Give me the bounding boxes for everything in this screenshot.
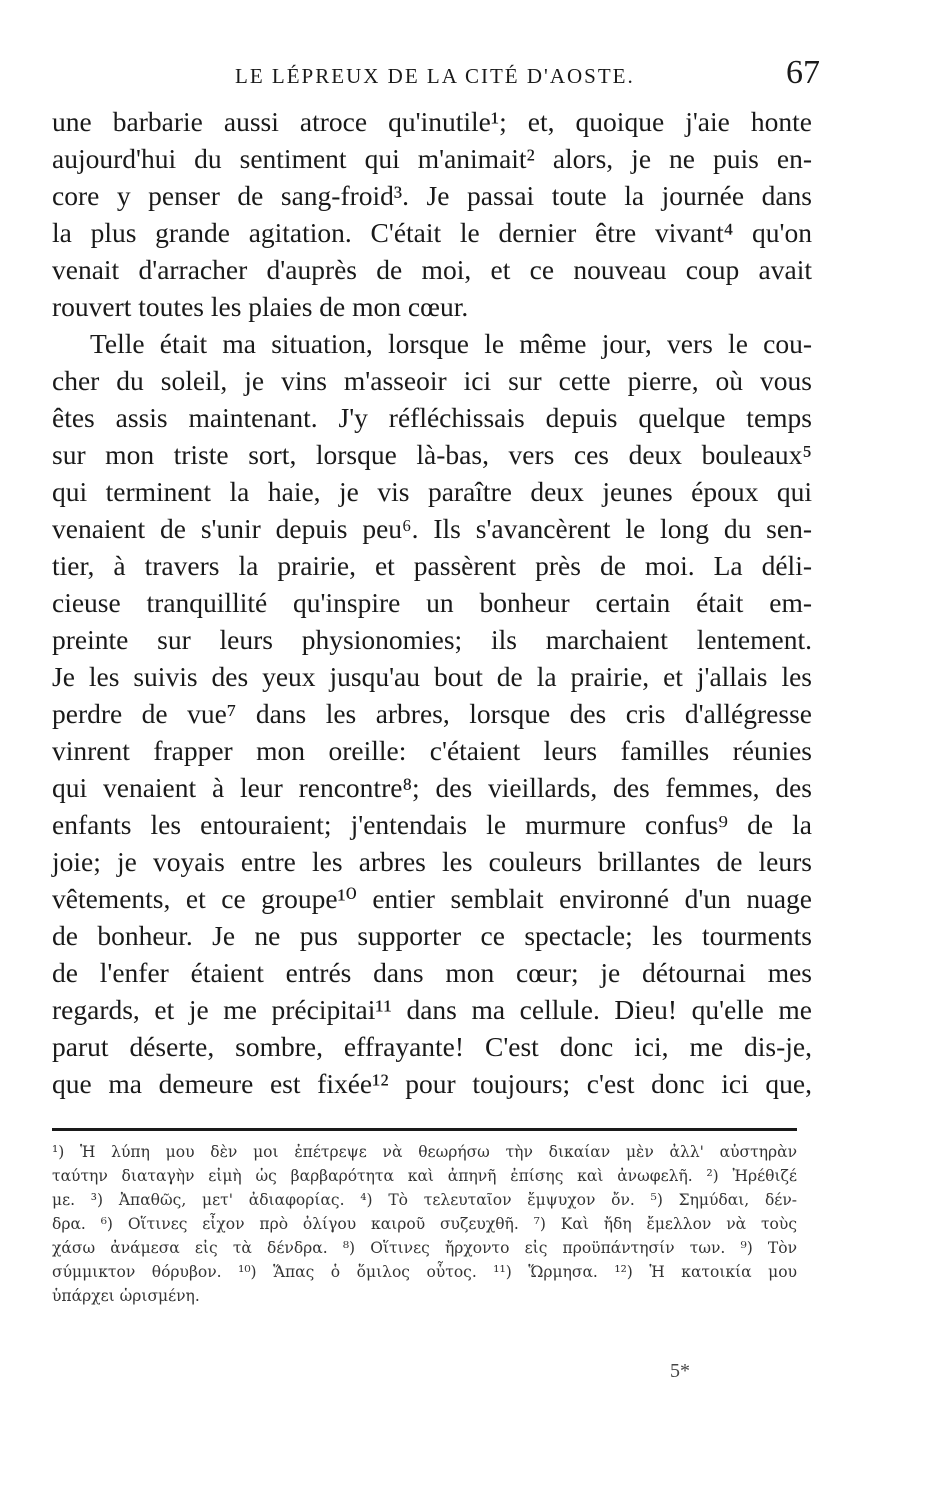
footnote-line: με. ³) Ἀπαθῶς, μετ' ἀδιαφορίας. ⁴) Τὸ τελευταῖον ἔμψυχον ὄν. ⁵) Σημύδαι, δέν-	[52, 1191, 797, 1209]
page-number: 67	[786, 54, 820, 91]
footnote-line: σύμμικτον θόρυβον. ¹⁰) Ἅπας ὁ ὅμιλος οὗτος. ¹¹) Ὥρμησα. ¹²) Ἡ κατοικία μου	[52, 1263, 797, 1281]
text-line: de l'enfer étaient entrés dans mon cœur; je détournai mes	[52, 957, 812, 988]
footnotes	[52, 1140, 797, 1308]
text-line: tier, à travers la prairie, et passèrent près de moi. La déli-	[52, 550, 812, 581]
footnote-line: ὑπάρχει ὡρισμένη.	[52, 1287, 200, 1305]
text-line: qui venaient à leur rencontre⁸; des vieillards, des femmes, des	[52, 772, 812, 803]
text-line: parut déserte, sombre, effrayante! C'est donc ici, me dis-je,	[52, 1031, 812, 1062]
running-title: LE LÉPREUX DE LA CITÉ D'AOSTE.	[235, 64, 635, 88]
text-line: venait d'arracher d'auprès de moi, et ce nouveau coup avait	[52, 254, 812, 285]
text-line: joie; je voyais entre les arbres les couleurs brillantes de leurs	[52, 846, 812, 877]
signature-mark: 5*	[670, 1360, 690, 1382]
text-line: êtes assis maintenant. J'y réfléchissais depuis quelque temps	[52, 402, 812, 433]
footnote-divider	[52, 1128, 797, 1131]
running-header	[40, 54, 820, 100]
body-text	[52, 103, 812, 1102]
text-line: enfants les entouraient; j'entendais le murmure confus⁹ de la	[52, 809, 812, 840]
text-line: preinte sur leurs physionomies; ils marchaient lentement.	[52, 624, 812, 655]
text-line: aujourd'hui du sentiment qui m'animait² alors, je ne puis en-	[52, 143, 812, 174]
footnote-line: ταύτην διαταγὴν εἰμὴ ὡς βαρβαρότητα καὶ ἀπηνῆ ἐπίσης καὶ ἀνωφελῆ. ²) Ἠρέθιζέ	[52, 1167, 797, 1185]
text-line: cieuse tranquillité qu'inspire un bonheur certain était em-	[52, 587, 812, 618]
text-line: venaient de s'unir depuis peu⁶. Ils s'avancèrent le long du sen-	[52, 513, 812, 544]
text-line: qui terminent la haie, je vis paraître deux jeunes époux qui	[52, 476, 812, 507]
text-line: cher du soleil, je vins m'asseoir ici sur cette pierre, où vous	[52, 365, 812, 396]
footnote-line: δρα. ⁶) Οἵτινες εἶχον πρὸ ὀλίγου καιροῦ συζευχθῆ. ⁷) Καὶ ἤδη ἔμελλον νὰ τοὺς	[52, 1215, 797, 1233]
text-line: core y penser de sang-froid³. Je passai toute la journée dans	[52, 180, 812, 211]
text-line: rouvert toutes les plaies de mon cœur.	[52, 291, 469, 322]
text-line: vinrent frapper mon oreille: c'étaient leurs familles réunies	[52, 735, 812, 766]
text-line: Je les suivis des yeux jusqu'au bout de la prairie, et j'allais les	[52, 661, 812, 692]
text-line: sur mon triste sort, lorsque là-bas, vers ces deux bouleaux⁵	[52, 439, 812, 470]
text-line: que ma demeure est fixée¹² pour toujours; c'est donc ici que,	[52, 1068, 812, 1099]
text-line: une barbarie aussi atroce qu'inutile¹; et, quoique j'aie honte	[52, 106, 812, 137]
text-line: la plus grande agitation. C'était le dernier être vivant⁴ qu'on	[52, 217, 812, 248]
footnote-line: χάσω ἀνάμεσα εἰς τὰ δένδρα. ⁸) Οἵτινες ἤρχοντο εἰς προϋπάντησίν των. ⁹) Τὸν	[52, 1239, 797, 1257]
text-line: perdre de vue⁷ dans les arbres, lorsque des cris d'allégresse	[52, 698, 812, 729]
text-line: de bonheur. Je ne pus supporter ce spectacle; les tourments	[52, 920, 812, 951]
text-line: regards, et je me précipitai¹¹ dans ma cellule. Dieu! qu'elle me	[52, 994, 812, 1025]
text-line: vêtements, et ce groupe¹⁰ entier semblait environné d'un nuage	[52, 883, 812, 914]
text-line: Telle était ma situation, lorsque le même jour, vers le cou-	[90, 328, 812, 359]
footnote-line: ¹) Ἡ λύπη μου δὲν μοι ἐπέτρεψε νὰ θεωρήσω τὴν δικαίαν μὲν ἀλλ' αὐστηρὰν	[52, 1143, 797, 1161]
